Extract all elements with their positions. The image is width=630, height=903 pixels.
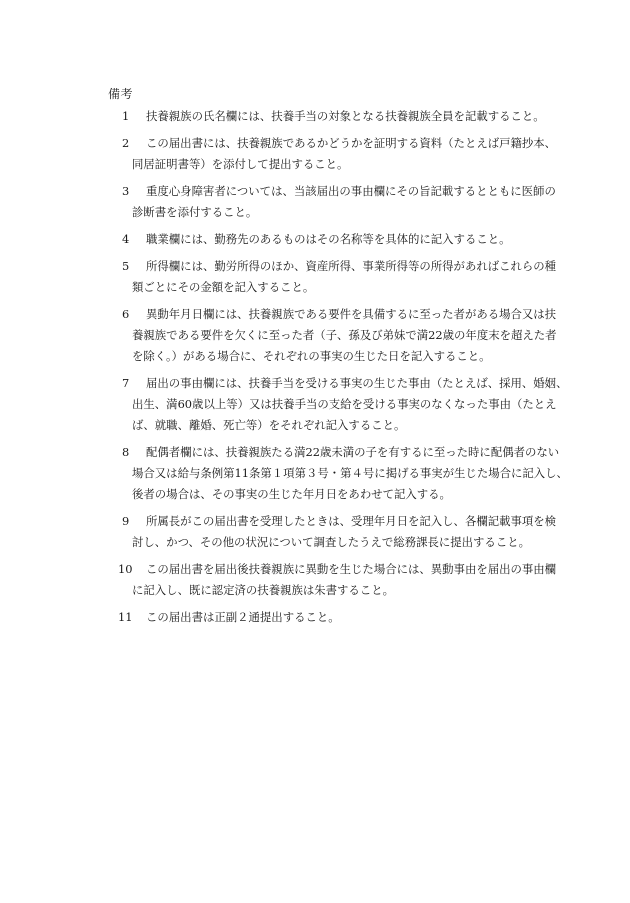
note-item (108, 106, 544, 127)
note-line: 診断書を添付すること。 (132, 205, 258, 219)
note-item (108, 607, 544, 628)
notes-heading: 備考 (108, 87, 134, 101)
note-line: 配偶者欄には、扶養親族たる満22歳未満の子を有するに至った時に配偶者のない (146, 445, 560, 459)
note-line: 場合又は給与条例第11条第１項第３号・第４号に掲げる事実が生じた場合に記入し、 (132, 466, 568, 480)
note-text (132, 511, 557, 553)
note-text (132, 304, 557, 367)
note-item (108, 511, 557, 553)
note-number: 9 (122, 514, 130, 528)
note-line: に記入し、既に認定済の扶養親族は朱書すること。 (132, 583, 394, 597)
note-line: この届出書には、扶養親族であるかどうかを証明する資料（たとえば戸籍抄本、 (146, 136, 557, 150)
note-line: 所属長がこの届出書を受理したときは、受理年月日を記入し、各欄記載事項を検 (146, 514, 557, 528)
note-line: 異動年月日欄には、扶養親族である要件を具備するに至った者がある場合又は扶 (146, 307, 557, 321)
note-number: 2 (122, 136, 130, 150)
note-text (132, 181, 556, 223)
note-line: 養親族である要件を欠くに至った者（子、孫及び弟妹で満22歳の年度末を超えた者 (132, 328, 557, 342)
note-line: 同居証明書等）を添付して提出すること。 (132, 157, 349, 171)
note-line: を除く。）がある場合に、それぞれの事実の生じた日を記入すること。 (132, 349, 491, 363)
note-number: 7 (122, 376, 130, 390)
note-text (146, 106, 544, 127)
note-number: 10 (118, 562, 133, 576)
note-line: 届出の事由欄には、扶養手当を受ける事実の生じた事由（たとえば、採用、婚姻、 (146, 376, 568, 390)
note-line: この届出書は正副２通提出すること。 (146, 610, 340, 624)
note-number: 6 (122, 307, 130, 321)
note-line: この届出書を届出後扶養親族に異動を生じた場合には、異動事由を届出の事由欄 (146, 562, 557, 576)
note-line: 出生、満60歳以上等）又は扶養手当の支給を受ける事実のなくなった事由（たとえ (132, 397, 557, 411)
notes-list (108, 106, 568, 634)
note-number: 4 (122, 232, 130, 246)
note-item (108, 304, 557, 367)
note-item (108, 181, 556, 223)
note-line: ば、就職、離婚、死亡等）をそれぞれ記入すること。 (132, 418, 406, 432)
note-text (132, 133, 557, 175)
note-text (146, 607, 544, 628)
note-item (108, 133, 557, 175)
note-text (132, 256, 557, 298)
note-text (132, 442, 568, 505)
note-text (146, 229, 544, 250)
note-line: 職業欄には、勤務先のあるものはその名称等を具体的に記入すること。 (146, 232, 511, 246)
note-line: 扶養親族の氏名欄には、扶養手当の対象となる扶養親族全員を記載すること。 (146, 109, 545, 123)
note-line: 後者の場合は、その事実の生じた年月日をあわせて記入する。 (132, 487, 451, 501)
note-item (108, 559, 557, 601)
note-item (108, 256, 557, 298)
note-number: 11 (118, 610, 133, 624)
note-item (108, 229, 544, 250)
note-line: 所得欄には、勤労所得のほか、資産所得、事業所得等の所得があればこれらの種 (146, 259, 557, 273)
note-number: 8 (122, 445, 130, 459)
note-text (132, 559, 557, 601)
note-number: 3 (122, 184, 130, 198)
note-item (108, 442, 568, 505)
note-item (108, 373, 568, 436)
note-text (132, 373, 568, 436)
note-number: 5 (122, 259, 130, 273)
note-line: 類ごとにその金額を記入すること。 (132, 280, 315, 294)
note-line: 重度心身障害者については、当該届出の事由欄にその旨記載するとともに医師の (146, 184, 556, 198)
note-line: 討し、かつ、その他の状況について調査したうえで総務課長に提出すること。 (132, 535, 530, 549)
note-number: 1 (122, 109, 130, 123)
